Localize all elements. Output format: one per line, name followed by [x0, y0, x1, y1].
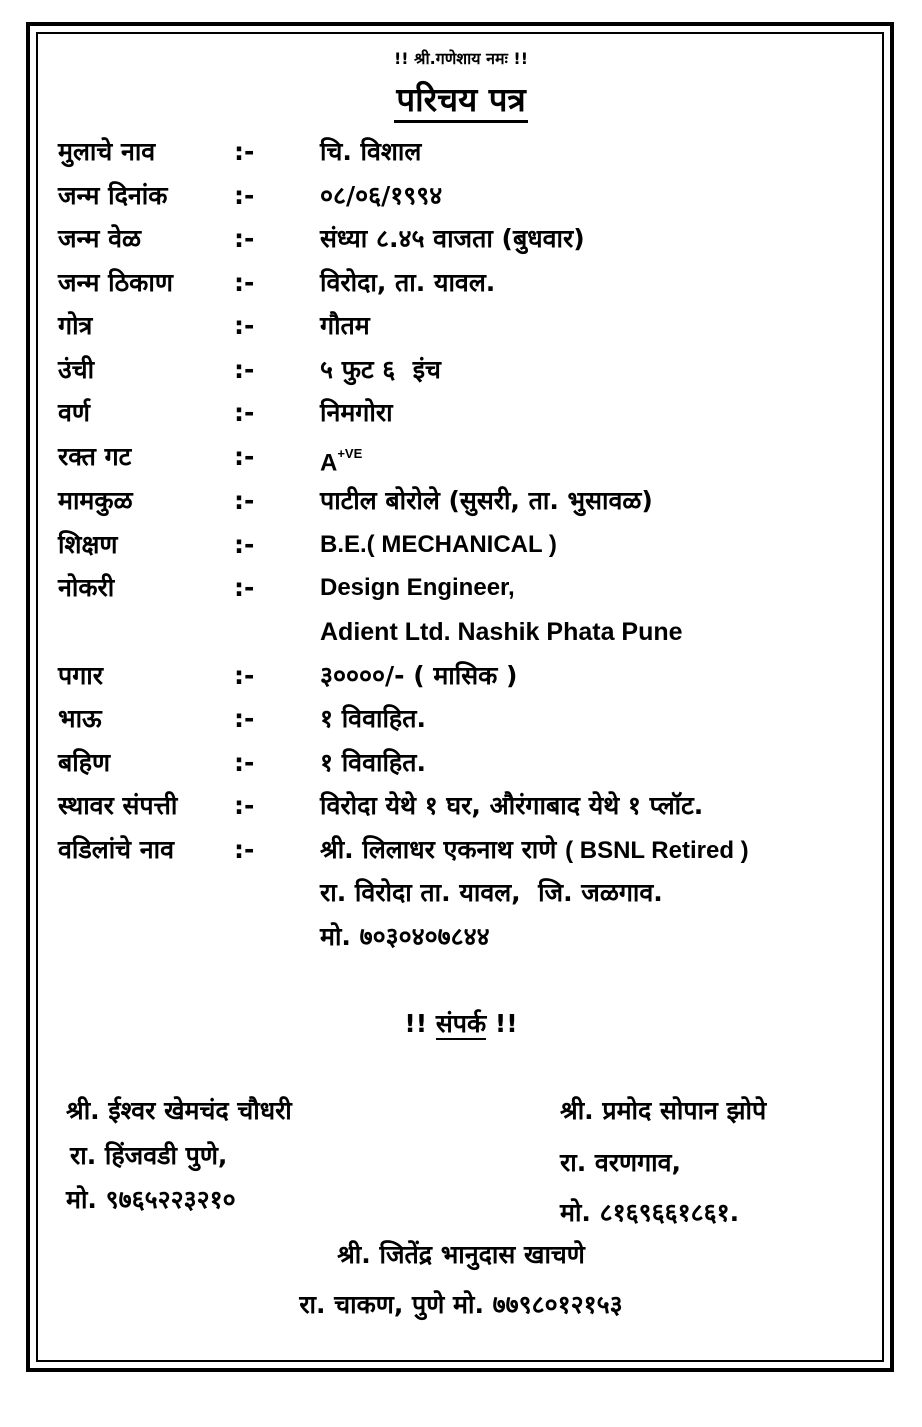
- row-value: B.E.( MECHANICAL ): [320, 531, 557, 558]
- row-value: Design Engineer,: [320, 574, 515, 601]
- row-label: स्थावर संपत्ती: [58, 791, 178, 820]
- row-label: रक्त गट: [58, 442, 132, 471]
- row-value: श्री. लिलाधर एकनाथ राणे: [320, 835, 557, 864]
- contact-heading-text: संपर्क: [435, 1009, 487, 1038]
- blood-group-sup: +VE: [337, 446, 363, 461]
- row-separator: :-: [234, 224, 255, 253]
- row-value: विरोदा येथे १ घर, औरंगाबाद येथे १ प्लॉट.: [320, 791, 704, 820]
- contact-right-name: श्री. प्रमोद सोपान झोपे: [560, 1096, 767, 1125]
- contact-heading: [0, 1006, 922, 1040]
- row-value: पाटील बोरोले (सुसरी, ता. भुसावळ): [320, 486, 653, 515]
- row-label: जन्म दिनांक: [58, 181, 168, 210]
- row-separator: :-: [234, 748, 255, 777]
- row-label: नोकरी: [58, 573, 115, 602]
- row-label: वर्ण: [58, 398, 90, 427]
- row-label: शिक्षण: [58, 530, 118, 559]
- row-separator: :-: [234, 268, 255, 297]
- row-value: १ विवाहित.: [320, 704, 426, 733]
- row-label: जन्म वेळ: [58, 224, 142, 253]
- row-label: भाऊ: [58, 704, 102, 733]
- father-occupation: ( BSNL Retired ): [565, 837, 749, 864]
- row-separator: :-: [234, 486, 255, 515]
- row-value: ५ फुट ६ इंच: [320, 355, 441, 384]
- contact-heading-suffix: !!: [486, 1009, 518, 1038]
- row-label: वडिलांचे नाव: [58, 835, 175, 864]
- contact-left-phone: मो. ९७६५२२३२१०: [66, 1185, 236, 1214]
- row-separator: :-: [234, 661, 255, 690]
- father-phone: मो. ७०३०४०७८४४: [320, 922, 490, 951]
- row-job-line2: Adient Ltd. Nashik Phata Pune: [320, 618, 683, 646]
- row-separator: :-: [234, 355, 255, 384]
- row-separator: :-: [234, 573, 255, 602]
- row-value: १ विवाहित.: [320, 748, 426, 777]
- row-value: A: [320, 449, 338, 477]
- row-separator: :-: [234, 704, 255, 733]
- row-label: पगार: [58, 661, 103, 690]
- row-value: चि. विशाल: [320, 137, 422, 166]
- row-value: निमगोरा: [320, 398, 393, 427]
- row-separator: :-: [234, 530, 255, 559]
- contact-left-name: श्री. ईश्वर खेमचंद चौधरी: [66, 1096, 292, 1125]
- invocation-line: !! श्री.गणेशाय नमः !!: [393, 49, 528, 68]
- row-value-wrap: [320, 437, 362, 483]
- row-label: बहिण: [58, 748, 111, 777]
- contact-right-address: रा. वरणगाव,: [560, 1148, 682, 1177]
- page-title: परिचय पत्र: [394, 80, 527, 123]
- contact-left-address: रा. हिंजवडी पुणे,: [70, 1141, 228, 1170]
- father-address: रा. विरोदा ता. यावल, जि. जळगाव.: [320, 878, 663, 907]
- row-label: गोत्र: [58, 311, 93, 340]
- contact-heading-prefix: !!: [404, 1009, 436, 1038]
- row-value: संध्या ८.४५ वाजता (बुधवार): [320, 224, 585, 253]
- row-value: ०८/०६/१९९४: [320, 181, 443, 210]
- row-separator: :-: [234, 311, 255, 340]
- row-value: गौतम: [320, 311, 370, 340]
- row-value: विरोदा, ता. यावल.: [320, 268, 496, 297]
- row-separator: :-: [234, 791, 255, 820]
- contact-center-address: रा. चाकण, पुणे मो. ७७९८०१२१५३: [299, 1290, 623, 1319]
- row-separator: :-: [234, 137, 255, 166]
- page-title-wrap: [0, 76, 922, 121]
- row-label: जन्म ठिकाण: [58, 268, 173, 297]
- contact-right-phone: मो. ८१६९६६१८६१.: [560, 1198, 740, 1227]
- contact-center-name: श्री. जितेंद्र भानुदास खाचणे: [337, 1240, 585, 1269]
- row-label: मुलाचे नाव: [58, 137, 156, 166]
- row-label: मामकुळ: [58, 486, 133, 515]
- row-separator: :-: [234, 398, 255, 427]
- row-value-wrap: [320, 830, 749, 871]
- row-value: ३००००/- ( मासिक ): [320, 661, 518, 690]
- row-label: उंची: [58, 355, 95, 384]
- row-separator: :-: [234, 181, 255, 210]
- row-separator: :-: [234, 835, 255, 864]
- row-separator: :-: [234, 442, 255, 471]
